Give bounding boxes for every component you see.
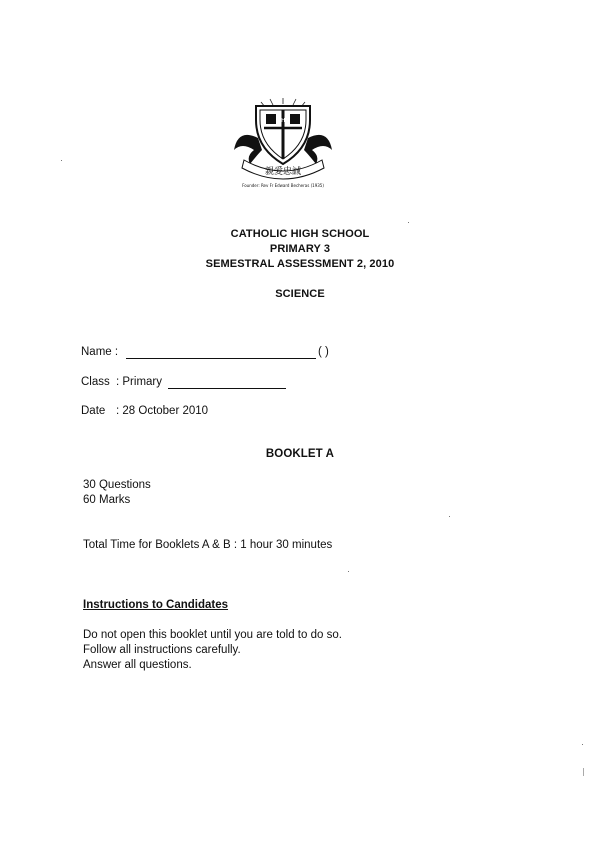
crest-founder-text: Founder: Rev Fr Edward Becheras (1935) — [242, 183, 324, 188]
instructions-heading: Instructions to Candidates — [83, 599, 229, 611]
marks-count: 60 Marks — [83, 494, 131, 506]
scan-speck — [582, 744, 583, 745]
class-label: Class — [81, 376, 110, 388]
scan-speck — [61, 160, 62, 161]
total-time: Total Time for Booklets A & B : 1 hour 30 minutes — [83, 539, 333, 551]
register-number-paren: ( ) — [318, 346, 329, 358]
class-input-line[interactable] — [168, 378, 286, 389]
school-name: CATHOLIC HIGH SCHOOL — [230, 228, 370, 240]
scan-speck — [583, 768, 584, 776]
name-field-row — [81, 346, 118, 358]
question-count: 30 Questions — [83, 479, 151, 491]
school-crest-logo — [228, 98, 338, 190]
name-label: Name : — [81, 346, 119, 358]
instruction-item: Do not open this booklet until you are told to do so. — [83, 629, 342, 641]
assessment-title: SEMESTRAL ASSESSMENT 2, 2010 — [205, 258, 395, 270]
name-input-line[interactable] — [126, 348, 316, 359]
primary-level: PRIMARY 3 — [269, 243, 331, 255]
crest-motto: 親愛忠誠 — [264, 167, 302, 177]
date-value: : 28 October 2010 — [116, 405, 209, 417]
date-label: Date — [81, 405, 106, 417]
scan-speck — [408, 222, 409, 223]
booklet-title: BOOKLET A — [265, 448, 335, 460]
svg-text:CHS: CHS — [277, 118, 289, 124]
instruction-item: Answer all questions. — [83, 659, 192, 671]
scan-speck — [348, 571, 349, 572]
instruction-item: Follow all instructions carefully. — [83, 644, 241, 656]
class-value: : Primary — [116, 376, 162, 388]
scan-speck — [449, 516, 450, 517]
subject-title: SCIENCE — [275, 288, 325, 300]
